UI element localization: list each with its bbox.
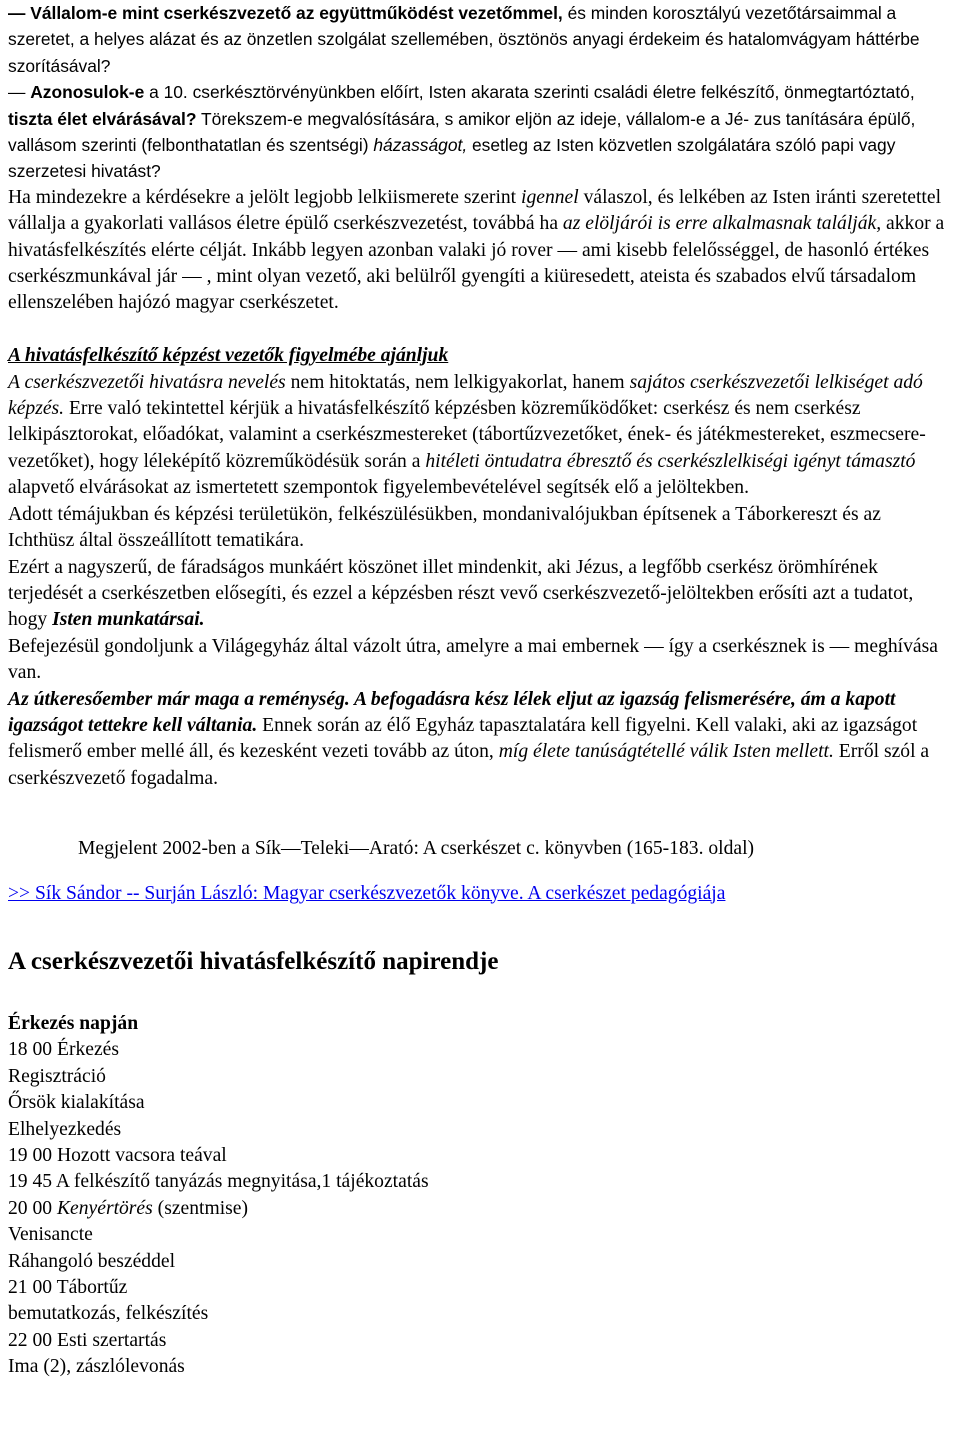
- section-3-text: Ezért a nagyszerű, de fáradságos munkáért köszönet illet mindenkit, aki Jézus, a legfőbb cserkész örömhírének terjedését a cserkészetben elősegíti, és ezzel a képzésben részt vevő cserkészvezető-jelöltekben erősíti azt a tudatot, hogy: [8, 556, 914, 631]
- agenda-day-heading: Érkezés napján: [8, 1012, 139, 1034]
- question-2-dash: —: [8, 82, 31, 103]
- agenda-item: [8, 1196, 952, 1222]
- section-5-bold-italic: Az útkeresőember már maga a reménység. A befogadásra kész lélek eljut az igazság felismerésére, ám a kapott igazságot tettekre kell váltania.: [8, 688, 896, 736]
- conclusion-text-a: Ha mindezekre a kérdésekre a jelölt legjobb lelkiismerete szerint: [8, 186, 522, 208]
- question-1-lead: — Vállalom-e mint cserkészvezető az együttműködést vezetőmmel,: [8, 3, 563, 23]
- agenda-item: Ráhangoló beszéddel: [8, 1250, 176, 1272]
- question-2-bold-2: tiszta élet elvárásával?: [8, 108, 197, 129]
- question-2-text: a 10. cserkésztörvényünkben előírt, Isten akarata szerinti családi életre felkészítő, önmegtartóztató,: [144, 82, 915, 103]
- conclusion-text-b: válaszol, és lelkében az Isten iránti szeretettel vállalja a gyakorlati vallásos életre épülő cserkészvezetést, továbbá ha: [8, 186, 942, 235]
- agenda-item: Ima (2), zászlólevonás: [8, 1356, 185, 1378]
- question-2-tail: esetleg az Isten közvetlen szolgálatára szóló papi vagy szerzetesi hivatást?: [8, 135, 896, 182]
- conclusion-paragraph: [8, 185, 952, 317]
- section-1-italic: A cserkészvezetői hivatásra nevelés: [8, 371, 286, 393]
- agenda-item: Regisztráció: [8, 1065, 106, 1087]
- section-5-text-a: Ennek során az élő Egyház tapasztalatára kell figyelni. Kell valaki, aki az igazságot felismerő ember mellé áll, és kezesként vezeti tovább az úton,: [8, 714, 918, 763]
- spacer: [8, 317, 952, 343]
- agenda-item-suffix: (szentmise): [152, 1197, 248, 1219]
- book-link-line: [8, 881, 952, 907]
- section-paragraph-1: [8, 370, 952, 502]
- question-paragraph-2: [8, 79, 952, 185]
- question-2-italic: házasságot,: [373, 135, 468, 156]
- agenda-item-time: 20 00: [8, 1197, 57, 1219]
- agenda-item: 22 00 Esti szertartás: [8, 1329, 167, 1351]
- section-1-text-b: Erre való tekintettel kérjük a hivatásfelkészítő képzésben közreműködőket: cserkész és nem cserkész lelkipásztorokat, előadókat, valamint a cserkészmestereket (tábortűzvezetőket, ének- és játékmestereket, eszmecsere-vezetőket), hogy léleképítő közreműködésük során a: [8, 398, 926, 472]
- agenda: [8, 1011, 952, 1381]
- question-paragraph-1: [8, 0, 952, 79]
- section-1-text-a: nem hitoktatás, nem lelkigyakorlat, hanem: [285, 371, 630, 393]
- conclusion-text-c: akkor a hivatásfelkészítés elérte célját. Inkább legyen azonban valaki jó rover — ami kisebb felelősséggel, de hasonló értékes cserkészmunkával jár — , mint olyan vezető, aki belülről gyengíti a kiüresedett, ateista és szabados elvű társadalom ellenszelében hajózó magyar cserkészetet.: [8, 213, 945, 314]
- agenda-item: bemutatkozás, felkészítés: [8, 1303, 209, 1325]
- section-paragraph-4: Befejezésül gondoljunk a Világegyház által vázolt útra, amelyre a mai embernek — így a cserkésznek is — meghívása van.: [8, 635, 938, 684]
- book-link[interactable]: >> Sík Sándor -- Surján László: Magyar cserkészvezetők könyve. A cserkészet pedagógiája: [8, 882, 726, 904]
- section-1-text-c: alapvető elvárásokat az ismertetett szempontok figyelembevételével segítsék elő a jelöltekben.: [8, 477, 750, 499]
- agenda-title: A cserkészvezetői hivatásfelkészítő napirendje: [8, 947, 499, 975]
- section-5-italic: míg élete tanúságtétellé válik Isten mellett.: [498, 741, 834, 763]
- agenda-item: 18 00 Érkezés: [8, 1039, 119, 1061]
- question-2-bold: Azonosulok-e: [30, 82, 145, 103]
- agenda-item: Venisancte: [8, 1224, 93, 1246]
- section-3-bold-italic: Isten munkatársai.: [52, 609, 205, 631]
- conclusion-italic-1: igennel: [521, 186, 579, 208]
- question-1-text: és minden korosztályú vezetőtársaimmal a szeretet, a helyes alázat és az önzetlen szolgálat szellemében, ösztönös anyagi érdekeim és hatalomvágyam háttérbe szorításával?: [8, 3, 920, 76]
- agenda-item: Őrsök kialakítása: [8, 1092, 145, 1114]
- section-1-italic-3: hitéleti öntudatra ébresztő és cserkészlelkiségi igényt támasztó: [425, 450, 916, 472]
- agenda-item: 19 45 A felkészítő tanyázás megnyitása,1 tájékoztatás: [8, 1171, 429, 1193]
- agenda-item: 21 00 Tábortűz: [8, 1277, 128, 1299]
- section-paragraph-2: Adott témájukban és képzési területükön, felkészülésükben, mondanivalójukban építsenek a Táborkereszt és az Ichthüsz által összeállított tematikára.: [8, 503, 881, 552]
- section-paragraph-3: [8, 555, 952, 634]
- agenda-item: Elhelyezkedés: [8, 1118, 122, 1140]
- publication-caption: Megjelent 2002-ben a Sík—Teleki—Arató: A cserkészet c. könyvben (165-183. oldal): [78, 838, 755, 860]
- section-5-text-b: Erről szól a cserkészvezető fogadalma.: [8, 741, 930, 789]
- section-1-italic-2: sajátos cserkészvezetői lelkiséget adó képzés.: [8, 371, 923, 420]
- section-title: A hivatásfelkészítő képzést vezetők figyelmébe ajánljuk: [8, 345, 449, 367]
- agenda-item-italic: Kenyértörés: [56, 1197, 153, 1219]
- section-paragraph-5: [8, 687, 952, 793]
- question-2-rest: Törekszem-e megvalósítására, s amikor eljön az ideje, vállalom-e a Jé- zus tanítására épülő, vallásom szerinti (felbonthatatlan és szentségi): [8, 108, 916, 156]
- agenda-item: 19 00 Hozott vacsora teával: [8, 1145, 227, 1167]
- conclusion-italic-2: az elöljárói is erre alkalmasnak találják,: [562, 213, 882, 235]
